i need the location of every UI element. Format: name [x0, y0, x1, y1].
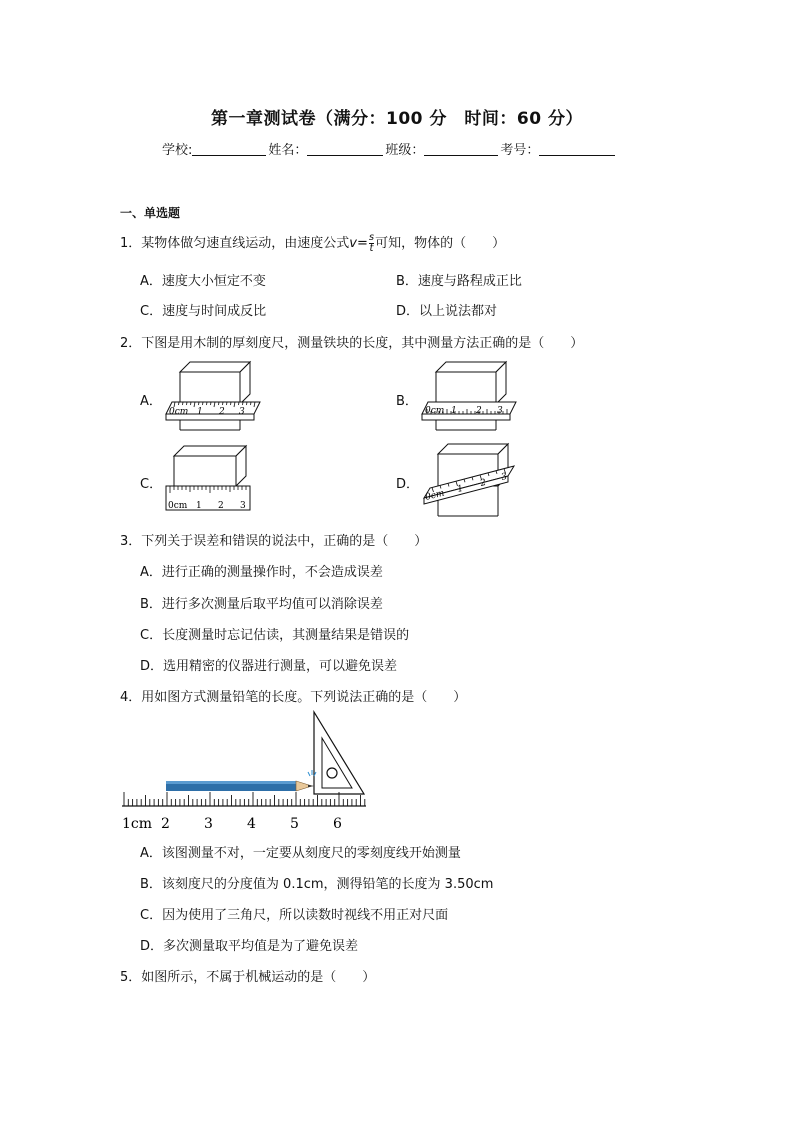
page-title: 第一章测试卷（满分：100 分 时间：60 分） [211, 109, 583, 129]
q4-tick-label-2: 2 [161, 816, 170, 832]
q4-option-d: D．多次测量取平均值是为了避免误差 [140, 939, 359, 954]
q1-text-before: 1．某物体做匀速直线运动，由速度公式 [120, 236, 350, 251]
q2-label-a: A． [140, 394, 162, 409]
q2d-tick-3: 3 [500, 471, 509, 483]
q2b-tick-1: 1 [451, 406, 457, 416]
question-4: 4．用如图方式测量铅笔的长度。下列说法正确的是（ ） [120, 690, 467, 705]
q2d-tick-0: 0cm [424, 488, 446, 503]
q2c-tick-3: 3 [240, 501, 246, 511]
school-label: 学校: [162, 143, 193, 158]
q4-figure-pencil-ruler [116, 708, 376, 834]
q4-option-c: C．因为使用了三角尺，所以读数时视线不用正对尺面 [140, 908, 449, 923]
question-3: 3．下列关于误差和错误的说法中，正确的是（ ） [120, 534, 428, 549]
q2-figure-b [418, 358, 518, 434]
q1-formula-den: t [369, 243, 374, 254]
q2b-tick-2: 2 [476, 406, 482, 416]
q4-tick-label-6: 6 [333, 816, 342, 832]
q1-formula-num: s [368, 232, 375, 243]
q4-tick-label-3: 3 [204, 816, 213, 832]
exam-no-blank [539, 155, 615, 156]
q2b-tick-0: 0cm [425, 406, 445, 416]
q1-option-a: A．速度大小恒定不变 [140, 274, 266, 289]
question-2: 2．下图是用木制的厚刻度尺，测量铁块的长度，其中测量方法正确的是（ ） [120, 336, 584, 351]
q2-label-d: D． [396, 477, 420, 492]
q2c-tick-1: 1 [196, 501, 202, 511]
question-1 [120, 232, 505, 254]
q2c-tick-0: 0cm [168, 501, 188, 511]
section-title: 一、单选题 [120, 206, 181, 220]
q3-option-b: B．进行多次测量后取平均值可以消除误差 [140, 597, 383, 612]
q2d-tick-1: 1 [456, 483, 465, 495]
q2-label-c: C． [140, 477, 163, 492]
q4-tick-label-1cm: 1cm [122, 816, 153, 832]
q4-option-a: A．该图测量不对，一定要从刻度尺的零刻度线开始测量 [140, 846, 461, 861]
q1-option-c: C．速度与时间成反比 [140, 304, 267, 319]
q1-formula-fraction [369, 233, 374, 254]
q2b-tick-3: 3 [497, 406, 503, 416]
q2a-tick-1: 1 [197, 407, 203, 417]
q1-option-b: B．速度与路程成正比 [396, 274, 522, 289]
q4-option-b: B．该刻度尺的分度值为 0.1cm，测得铅笔的长度为 3.50cm [140, 877, 494, 892]
q2c-tick-2: 2 [218, 501, 224, 511]
exam-no-label: 考号： [500, 143, 540, 158]
question-5: 5．如图所示，不属于机械运动的是（ ） [120, 970, 376, 985]
name-label: 姓名： [268, 143, 308, 158]
q3-option-c: C．长度测量时忘记估读，其测量结果是错误的 [140, 628, 410, 643]
q2-figure-d [418, 440, 518, 520]
class-blank [424, 155, 498, 156]
school-blank [192, 155, 266, 156]
student-info-line [162, 139, 617, 158]
q2a-tick-0: 0cm [169, 407, 189, 417]
q3-option-a: A．进行正确的测量操作时，不会造成误差 [140, 565, 383, 580]
q1-option-d: D．以上说法都对 [396, 304, 498, 319]
q2-figure-c [162, 444, 262, 516]
class-label: 班级： [385, 143, 425, 158]
q2a-tick-3: 3 [239, 407, 245, 417]
q2-figure-a [162, 358, 262, 434]
q2a-tick-2: 2 [219, 407, 225, 417]
q3-option-d: D．选用精密的仪器进行测量，可以避免误差 [140, 659, 398, 674]
q2d-tick-2: 2 [479, 477, 488, 489]
q1-text-after: 可知，物体的（ ） [375, 236, 506, 251]
q1-formula-v: v= [349, 236, 368, 251]
q4-tick-label-5: 5 [290, 816, 299, 832]
name-blank [307, 155, 383, 156]
q4-tick-label-4: 4 [247, 816, 256, 832]
q2-label-b: B． [396, 394, 418, 409]
